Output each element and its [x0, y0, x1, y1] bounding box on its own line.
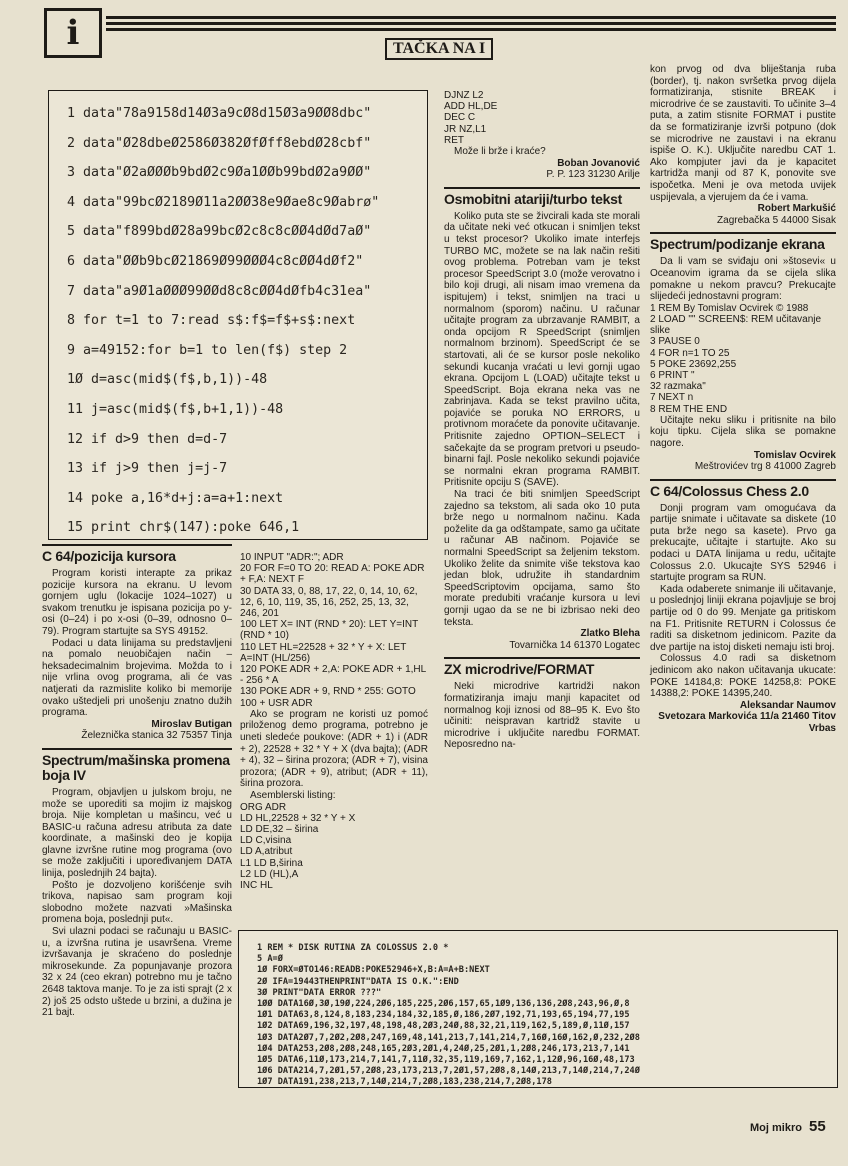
magazine-name: Moj mikro: [750, 1122, 802, 1134]
listing-line: 1Ø3 DATA2Ø7,7,2Ø2,2Ø8,247,169,48,141,213,7,141,214,7,16Ø,16Ø,162,Ø,232,2Ø8: [257, 1032, 640, 1043]
article-paragraph: Program koristi interapte za prikaz pozicije kursora na ekranu. U levom gornjem uglu (lokacije 1024–1027) u svakom trenutku je ispisana pozicija po y-osi (0–24) i po x-osi (0–39, odnosno 0–79). Program startujte sa SYS 49152.: [42, 568, 232, 637]
listing-line: 12 if d>9 then d=d-7: [67, 431, 228, 447]
author-name: Tomislav Ocvirek: [753, 449, 836, 461]
article-paragraph: Može li brže i kraće?: [454, 146, 546, 158]
column-2: [240, 552, 428, 891]
listing-line: 3Ø PRINT"DATA ERROR ???": [257, 987, 382, 998]
article-paragraph: Svi ulazni podaci se računaju u BASIC-u, a izvršna rutina je usavršena. Vreme izvršavanja je skraćeno do poslednje mikrosekunde. Za popunjavanje prozora 32 x 24 (ceo ekran) potrebno mu je tačno 2648 taktova manje. To je za isti sprajt (2 x 2) još 25 odsto uštede u brzini, a dužina je 21 bajt.: [42, 926, 232, 1019]
listing-line: 1Ø d=asc(mid$(f$,b,1))-48: [67, 372, 268, 388]
listing-line: 1ØØ DATA16Ø,3Ø,19Ø,224,2Ø6,185,225,2Ø6,157,65,1Ø9,136,136,2Ø8,243,96,Ø,8: [257, 999, 630, 1010]
listing-line: 2 data"Ø28dbeØ2586Ø382ØfØff8ebdØ28cbf": [67, 135, 372, 151]
article-title: C 64/Colossus Chess 2.0: [650, 479, 836, 499]
author-address: Zagrebačka 5 44000 Sisak: [717, 214, 836, 226]
basic-code: 1 REM By Tomislav Ocvirek © 1988 2 LOAD "" SCREEN$: REM učitavanje slike 3 PAUSE 0 4 FOR n=1 TO 25 5 POKE 23692,255 6 PRINT " 32 razmaka" 7 NEXT n 8 REM THE END: [650, 302, 822, 415]
page-number: 55: [809, 1118, 826, 1135]
section-label: TAČKA NA I: [385, 38, 493, 60]
article-paragraph: Podaci u data linijama su predstavljeni na pomalo neuobičajen način – heksadecimalnim brojevima. Možda to i nije vrlina ovog programa, ali će vas natjerati da razmislite koliko bi memorije ovako uštedjeli pri unošenju znatno dužih programa.: [42, 637, 232, 719]
article-paragraph: Colossus 4.0 radi sa disketnom jedinicom ako nakon učitavanja ukucate: POKE 14184,8: POKE 14258,8: POKE 14388,2: POKE 14395,240.: [650, 653, 836, 700]
listing-line: 6 data"ØØb9bcØ21869Ø99ØØØ4c8cØØ4dØf2": [67, 253, 364, 269]
page-footer: [750, 1118, 826, 1135]
listing-line: 1Ø7 DATA191,238,213,7,14Ø,214,7,2Ø8,183,238,214,7,2Ø8,178: [257, 1077, 552, 1088]
listing-line: 7 data"a9Ø1aØØØ99ØØd8c8cØØ4dØfb4c31ea": [67, 283, 372, 299]
listing-line: 11 j=asc(mid$(f$,b+1,1))-48: [67, 401, 284, 417]
article-paragraph: Donji program vam omogućava da partije snimate i učitavate sa diskete (10 puta brže nego sa kasete). Prvo ga prekucajte, učitajte i startujte. Ako su podaci u DATA linijama u redu, učitajte Colossus 2.0. Ukucajte SYS 52946 i startujte program sa RUN.: [650, 502, 836, 584]
author-name: Aleksandar Naumov: [739, 699, 836, 711]
listing-line: 5 A=Ø: [257, 954, 283, 965]
listing-line: 1Ø FORX=ØTO146:READB:POKE52946+X,B:A=A+B:NEXT: [257, 965, 490, 976]
colossus-listing-box: [238, 930, 838, 1088]
listing-line: 8 for t=1 to 7:read s$:f$=f$+s$:next: [67, 313, 356, 329]
author-address: Meštrovićev trg 8 41000 Zagreb: [694, 461, 836, 473]
listing-line: 1Ø1 DATA63,8,124,8,183,234,184,32,185,Ø,186,2Ø7,192,71,193,65,194,77,195: [257, 1010, 630, 1021]
logo-letter: i: [66, 13, 80, 53]
article-paragraph: Pošto je dozvoljeno korišćenje svih trikova, napisao sam program koji slobodno možete nazvati »Mašinska promena boja, poslednji put«.: [42, 879, 232, 926]
author-address: Železnička stanica 32 75357 Tinja: [81, 730, 232, 742]
column-4: [650, 64, 836, 735]
listing-line: 13 if j>9 then j=j-7: [67, 461, 228, 477]
article-paragraph: kon prvog od dva bliještanja ruba (border), tj. nakon svršetka prvog dijela formatiziranja, stisnite BREAK i microdrive će se zaustaviti. To učinite 3–4 puta, a zatim stisnite FORMAT i pustite da se formatiziranje izvrši potpuno (dok se microdrive ne zaustavi i na ekranu ispiše O. K.). Uključite naredbu CAT 1. Ako kompjuter javi da je kapacitet kartridža manji od 87 K, ponovite sve ispočetka. Meni je ova metoda uvijek uspijevala, a vjerujem da će i vama.: [650, 64, 836, 203]
listing-line: 5 data"f899bdØ28a99bcØ2c8c8cØØ4dØd7aØ": [67, 224, 372, 240]
article-paragraph: Ako se program ne koristi uz pomoć priloženog demo programa, potrebno je uneti sledeće poukove: (ADR + 1) i (ADR + 2), 22528 + 32 * Y + X (dva bajta); (ADR + 4), 32 – širina prozora; (ADR + 7), visina prozora; (ADR + 9), atribut; (ADR + 11), širina prozora.: [240, 708, 428, 790]
listing-line: 3 data"Ø2aØØØb9bdØ2c9Øa1ØØb99bdØ2a9ØØ": [67, 165, 372, 181]
author-name: Boban Jovanović: [557, 157, 640, 169]
listing-line: 14 poke a,16*d+j:a=a+1:next: [67, 490, 284, 506]
author-address: Tovarnička 14 61370 Logatec: [509, 639, 640, 651]
article-paragraph: Program, objavljen u julskom broju, ne može se uporediti sa mojim iz majskog broja. Nije kompletan u mašincu, već u BASIC-u računa adresu atributa za date koordinate, a mašinski deo je kopija glavne izvršne rutine mog programa (ovo se može zaključiti i upoređivanjem DATA linija, poslednjih 24 bajta).: [42, 786, 232, 880]
author-address: P. P. 123 31230 Arilje: [546, 169, 640, 181]
listing-line: 2Ø IFA=19443THENPRINT"DATA IS O.K.":END: [257, 976, 459, 987]
article-title: Osmobitni atariji/turbo tekst: [444, 187, 640, 207]
listing-line: 1Ø6 DATA214,7,2Ø1,57,2Ø8,23,173,213,7,2Ø1,57,2Ø8,8,14Ø,213,7,14Ø,214,7,24Ø: [257, 1066, 640, 1077]
author-name: Robert Markušić: [757, 203, 836, 215]
listing-line: 1Ø4 DATA253,2Ø8,2Ø8,248,165,2Ø3,2Ø1,4,24Ø,25,2Ø1,1,2Ø8,246,173,213,7,141: [257, 1043, 630, 1054]
author-address: Svetozara Markovića 11/a 21460 Titov Vrbas: [658, 711, 836, 734]
header-rule: [106, 16, 836, 38]
listing-line: 1 data"78a9158d14Ø3a9cØ8d15Ø3a9ØØ8dbc": [67, 106, 372, 121]
listing-line: 1Ø5 DATA6,11Ø,173,214,7,141,7,11Ø,32,35,119,169,7,162,1,12Ø,96,16Ø,48,173: [257, 1055, 635, 1066]
basic-code: 10 INPUT "ADR:"; ADR 20 FOR F=0 TO 20: READ A: POKE ADR + F,A: NEXT F 30 DATA 33, 0, 88, 17, 22, 0, 14, 10, 62, 12, 6, 10, 119, 35, 16, 252, 25, 13, 32, 246, 201 100 LET X= INT (RND * 20): LET Y=INT (RND * 10) 110 LET HL=22528 + 32 * Y + X: LET A=INT (HL/256) 120 POKE ADR + 2,A: POKE ADR + 1,HL - 256 * A 130 POKE ADR + 9, RND * 255: GOTO 100 + USR ADR: [240, 552, 426, 709]
column-1: [42, 544, 232, 1019]
basic-listing-box: [48, 90, 428, 540]
article-paragraph: Koliko puta ste se živcirali kada ste morali da učitate neki već otkucan i snimljen tekst u tekst procesor? Ukoliko imate interfejs TURBO MC, možete se na lak način rešiti ovog problema. Potreban vam je tekst procesor SpeedScript 3.0 (može verovatno i bilo koji drugi, ali nisam imao vremena da ispitujem) i tekst, snimljen na traci u normalnom (sporom) načinu. U računar učitajte program za ubrzavanje RAMBIT, a onda opcijom R SpeedScript (snimljen normalnom brzinom). SpeedScript će se startovati, ali će se kursor posle nekoliko sekundi kucanja vraćati u levi gornji ugao ekrana. Opcijom L (LOAD) učitajte tekst u SpeedScript. Boja ekrana neka vas ne zabrinjava. Kada se tekst pravilno učita, pojaviće se poruka NO ERRORS, u protivnom moraćete da ponovite učitavanje. Pritisnite zajedno OPTION–SELECT i sačekajte da se program pretvori u pseudo-binarni fajl. Posle nekoliko sekundi pojaviće se normalni ekran programa RAMBIT. Pritisnite opciju S (SAVE).: [444, 210, 640, 489]
article-paragraph: Na traci će biti snimljen SpeedScript zajedno sa tekstom, ali sada oko 10 puta brže nego u normalnom načinu. Kada poželite da ga odštampate, samo ga učitate u računar AB načinom. Pojaviće se normalni SpeedScript sa željenim tekstom. Ukoliko želite da snimite više tekstova kao jedan blok, udružite ih standardnim SpeedScriptovim opcijama, samo što morate predubiti vraćanje kursora u levi gornji ugao da se ne bi izbrisao neki deo teksta.: [444, 489, 640, 628]
listing-line: 1Ø2 DATA69,196,32,197,48,198,48,2Ø3,24Ø,88,32,21,119,162,5,189,Ø,11Ø,157: [257, 1021, 630, 1032]
article-paragraph: Učitajte neku sliku i pritisnite na bilo koju tipku. Cijela slika se pomakne nagore.: [650, 414, 836, 449]
column-3: [444, 90, 640, 751]
article-title: Spectrum/mašinska promena boja IV: [42, 748, 232, 783]
article-paragraph: Kada odaberete snimanje ili učitavanje, u poslednjoj liniji ekrana pojavljuje se broj partije od 0 do 99. Menjate ga pritiskom na F1. Pritisnite RETURN i Colossus će raditi sa disketnom jedinicom. Pazite da dve partije na istoj disketi nemaju isti broj.: [650, 583, 836, 653]
article-paragraph: Neki microdrive kartridži nakon formatiziranja imaju manji kapacitet od normalnog koji iznosi od 88–95 K. Evo što učiniti: neispravan kartridž stavite u microdrive i uključite naredbu FORMAT. Neposredno na-: [444, 681, 640, 751]
author-name: Zlatko Bleha: [580, 628, 640, 640]
listing-line: 9 a=49152:for b=1 to len(f$) step 2: [67, 342, 348, 358]
asm-code: DJNZ L2 ADD HL,DE DEC C JR NZ,L1 RET: [444, 90, 498, 146]
listing-line: 4 data"99bcØ2189Ø11a2ØØ38e9Øae8c9Øabrø": [67, 194, 380, 210]
article-title: ZX microdrive/FORMAT: [444, 657, 640, 677]
asm-code: ORG ADR LD HL,22528 + 32 * Y + X LD DE,32 – širina LD C,visina LD A,atribut L1 LD B,širina L2 LD (HL),A INC HL: [240, 801, 356, 892]
article-title: C 64/pozicija kursora: [42, 544, 232, 564]
column-logo: [44, 8, 102, 58]
listing-line: 1 REM * DISK RUTINA ZA COLOSSUS 2.0 *: [257, 943, 449, 953]
article-title: Spectrum/podizanje ekrana: [650, 232, 836, 252]
author-name: Miroslav Butigan: [151, 718, 232, 730]
article-paragraph: Da li vam se sviđaju oni »štosevi« u Oceanovim igrama da se cijela slika pomakne u nekom pravcu? Prekucajte slijedeći jednostavni program:: [650, 256, 836, 303]
listing-line: 15 print chr$(147):poke 646,1: [67, 520, 300, 536]
asm-label: Asemblerski listing:: [250, 790, 336, 801]
